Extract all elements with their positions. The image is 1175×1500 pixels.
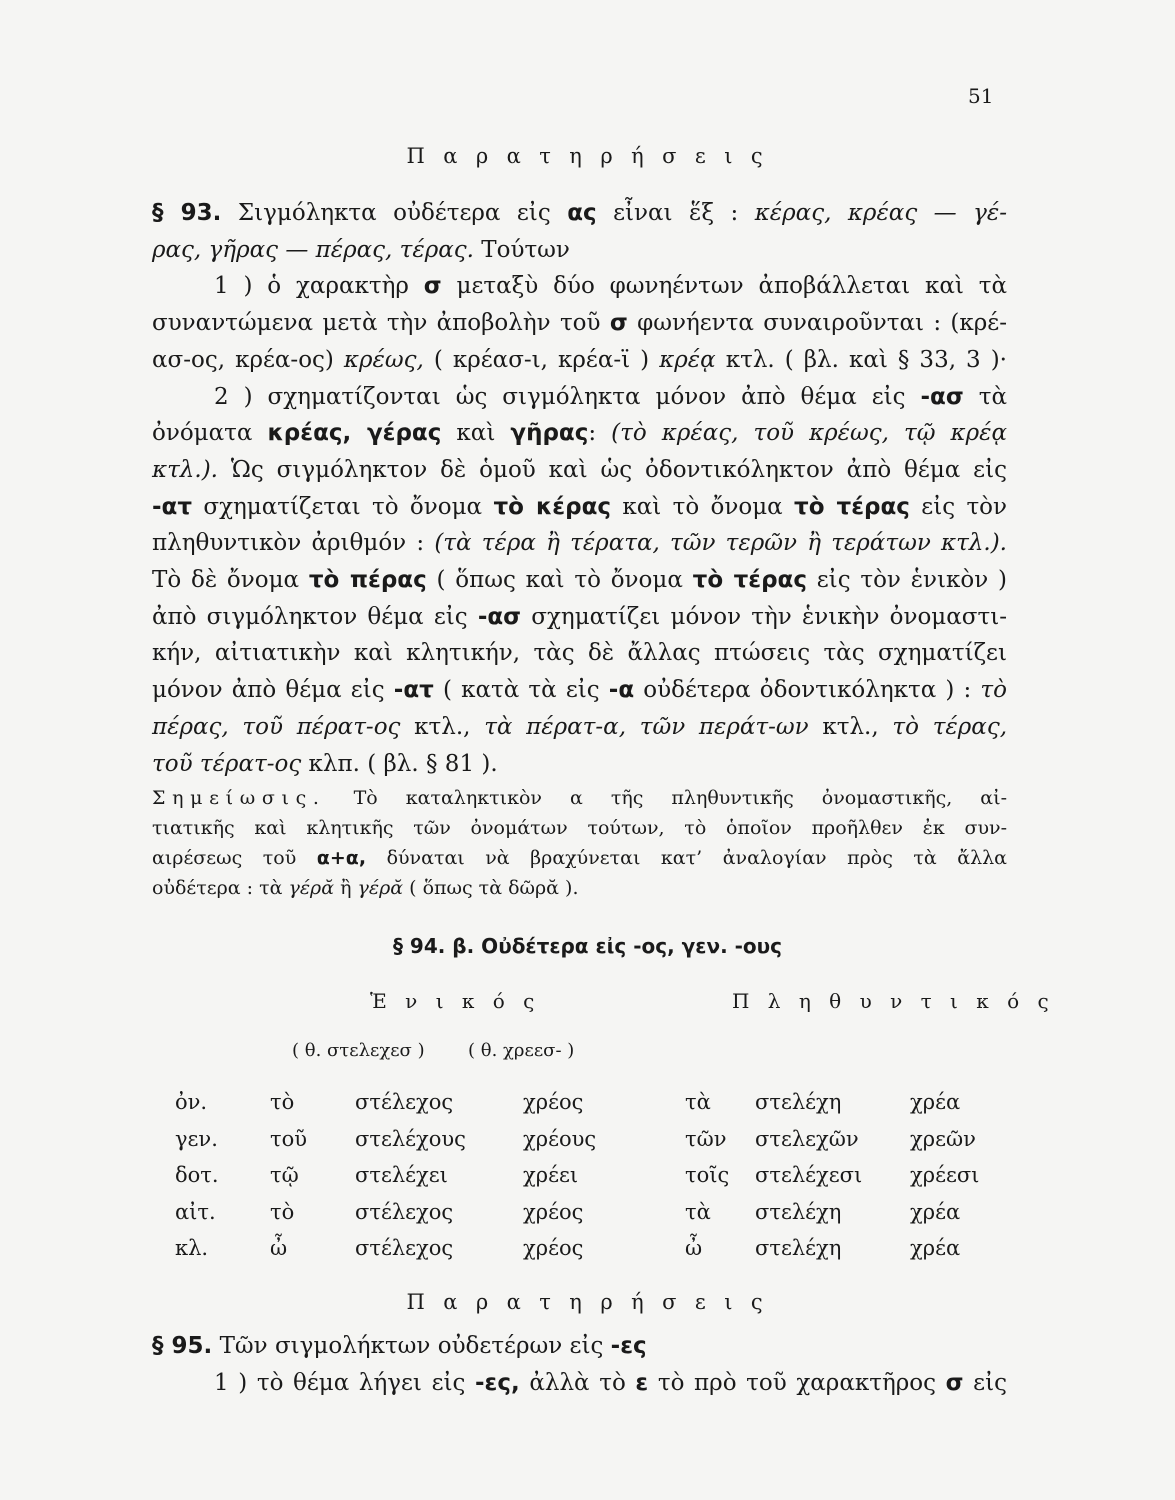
section-heading: Π α ρ α τ η ρ ή σ ε ι ς (406, 144, 769, 168)
cell-part: τῶν (685, 1126, 727, 1151)
cell-w1: στέλεχος (355, 1199, 454, 1224)
cell-p2: χρέα (910, 1199, 961, 1224)
paragraph-93: § 93. Σιγμόληκτα οὐδέτερα εἰς ας εἶναι ἕξ : κέρας, κρέας — γέ- ρας, γῆρας — πέρας, τέρας. Τούτων 1 ) ὁ χαρακτὴρ σ μεταξὺ δύο φωνηέντων ἀποβάλλεται καὶ τὰ συναντώμενα μετὰ τὴν ἀποβολὴν τοῦ σ φωνήεντα συναιροῦνται : (κρέ- ασ-ος, κρέα-ος) κρέως, ( κρέασ-ι, κρέα-ϊ ) κρέᾳ κτλ. ( βλ. καὶ § 33, 3 )· 2 ) σχηματίζονται ὡς σιγμόληκτα μόνον ἀπὸ θέμα εἰς -ασ τὰ ὀνόματα κρέας, γέρας καὶ γῆρας: (τὸ κρέας, τοῦ κρέως, τῷ κρέᾳ κτλ.). Ὡς σιγμόληκτον δὲ ὁμοῦ καὶ ὡς ὀδοντικόληκτον ἀπὸ θέμα εἰς -ατ σχηματίζεται τὸ ὄνομα τὸ κέρας καὶ τὸ ὄνομα τὸ τέρας εἰς τὸν πληθυντικὸν ἀριθμόν : (τὰ τέρα ἢ τέρατα, τῶν τερῶν ἢ τεράτων κτλ.). Τὸ δὲ ὄνομα τὸ πέρας ( ὅπως καὶ τὸ ὄνομα τὸ τέρας εἰς τὸν ἑνικὸν ) ἀπὸ σιγμόληκτον θέμα εἰς -ασ σχηματίζει μόνον τὴν ἑνικὴν ὀνομαστι- κήν, αἰτιατικὴν καὶ κλητικήν, τὰς δὲ ἄλλας πτώσεις τὰς σχηματίζει μόνον ἀπὸ θέμα εἰς -ατ ( κατὰ τὰ εἰς -α οὐδέτερα ὀδοντικόληκτα ) : τὸ πέρας, τοῦ πέρατ-ος κτλ., τὰ πέρατ-α, τῶν περάτ-ων κτλ., τὸ τέρας, τοῦ τέρατ-ος κλπ. ( βλ. § 81 ). (152, 200, 1008, 777)
table-row (175, 1121, 990, 1158)
cell-case: γεν. (175, 1126, 218, 1151)
cell-w1: στελέχει (355, 1163, 448, 1188)
cell-p1: στελέχη (755, 1199, 842, 1224)
cell-case: ὀν. (175, 1090, 208, 1115)
singular-heading: Ἑ ν ι κ ό ς (370, 989, 541, 1013)
cell-p2: χρέα (910, 1236, 961, 1261)
cell-case: κλ. (175, 1236, 209, 1261)
theme-chreos: ( θ. χρεεσ- ) (468, 1040, 575, 1061)
cell-part: τὰ (685, 1199, 711, 1224)
cell-w1: στελέχους (355, 1126, 466, 1151)
note-block: Σημείωσις. Τὸ καταληκτικὸν α τῆς πληθυντικῆς ὀνομαστικῆς, αἰ- τιατικῆς καὶ κλητικῆς τῶν ὀνομάτων τούτων, τὸ ὁποῖον προῆλθεν ἐκ συν- αιρέσεως τοῦ α+α, δύναται νὰ βραχύνεται κατ’ ἀναλογίαν πρὸς τὰ ἄλλα οὐδέτερα : τὰ γέρᾰ ἢ γέρᾰ ( ὅπως τὰ δῶρᾰ ). (152, 787, 1007, 899)
cell-w2: χρέους (523, 1126, 597, 1151)
cell-p2: χρεῶν (910, 1126, 976, 1151)
table-row (175, 1194, 990, 1231)
page-number: 51 (968, 84, 994, 108)
cell-w2: χρέος (523, 1236, 584, 1261)
declension-table (175, 1084, 990, 1267)
cell-art: τὸ (270, 1199, 295, 1224)
section-mark: § 93. (152, 200, 222, 226)
cell-w2: χρέος (523, 1090, 584, 1115)
cell-part: ὦ (685, 1236, 703, 1261)
table-row (175, 1084, 990, 1121)
cell-part: τοῖς (685, 1163, 730, 1188)
cell-art: τοῦ (270, 1126, 308, 1151)
cell-p1: στελέχη (755, 1090, 842, 1115)
table-row (175, 1230, 990, 1267)
section-94-title: § 94. β. Οὐδέτερα εἰς -ος, γεν. -ους (392, 934, 783, 958)
plural-heading: Π λ η θ υ ν τ ι κ ό ς (732, 989, 1055, 1013)
cell-art: τὸ (270, 1090, 295, 1115)
cell-p1: στελεχῶν (755, 1126, 859, 1151)
cell-case: αἰτ. (175, 1199, 216, 1224)
cell-w1: στέλεχος (355, 1236, 454, 1261)
paragraph-95: § 95. Τῶν σιγμολήκτων οὐδετέρων εἰς -ες 1 ) τὸ θέμα λήγει εἰς -ες, ἀλλὰ τὸ ε τὸ πρὸ τοῦ χαρακτῆρος σ εἰς (152, 1333, 1007, 1396)
theme-stelechos: ( θ. στελεχεσ ) (292, 1040, 425, 1061)
cell-p1: στελέχεσι (755, 1163, 863, 1188)
cell-p1: στελέχη (755, 1236, 842, 1261)
cell-p2: χρέα (910, 1090, 961, 1115)
cell-w2: χρέος (523, 1199, 584, 1224)
section-heading-2: Π α ρ α τ η ρ ή σ ε ι ς (406, 1290, 769, 1314)
cell-p2: χρέεσι (910, 1163, 980, 1188)
cell-w1: στέλεχος (355, 1090, 454, 1115)
cell-case: δοτ. (175, 1163, 219, 1188)
cell-part: τὰ (685, 1090, 711, 1115)
table-row (175, 1157, 990, 1194)
cell-art: ὦ (270, 1236, 288, 1261)
cell-w2: χρέει (523, 1163, 579, 1188)
note-label: Σημείωσις. (152, 787, 326, 809)
cell-art: τῷ (270, 1163, 299, 1188)
